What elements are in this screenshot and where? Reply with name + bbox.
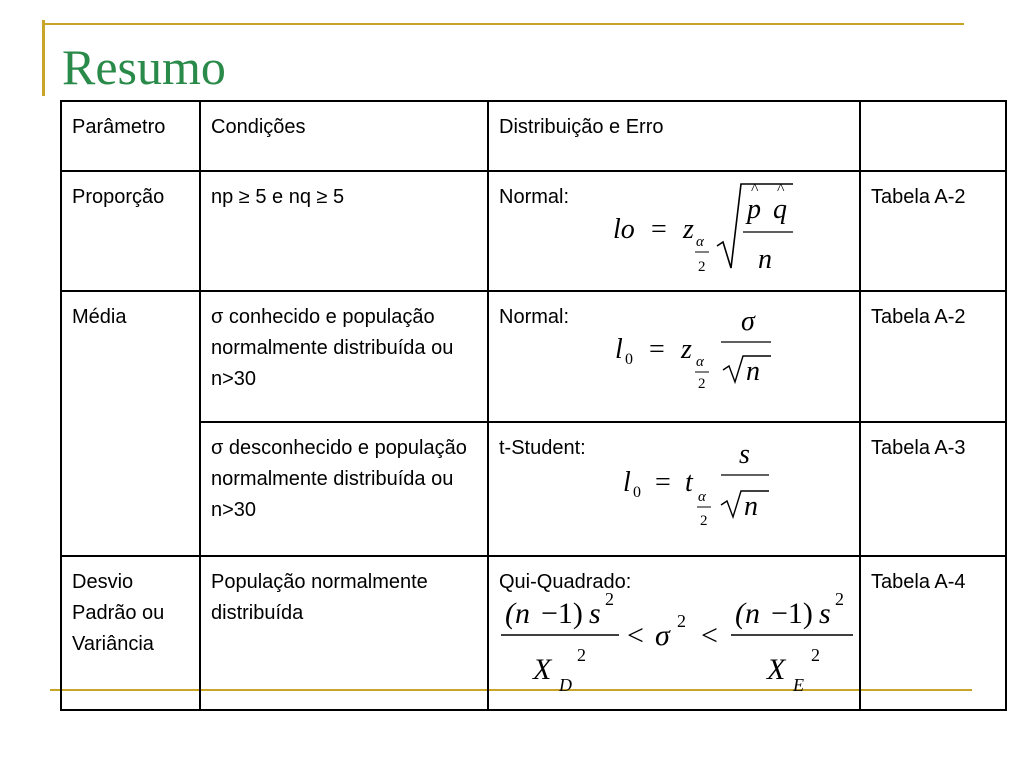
svg-text:q: q <box>773 194 787 225</box>
svg-text:2: 2 <box>698 259 706 275</box>
dist-label: Qui-Quadrado: <box>499 571 632 593</box>
table-row-media <box>61 291 1006 422</box>
svg-text:^: ^ <box>777 181 785 198</box>
cond-cell: np ≥ 5 e nq ≥ 5 <box>200 171 488 291</box>
svg-text:−1): −1) <box>541 597 583 630</box>
svg-text:^: ^ <box>751 181 759 198</box>
table-row-variancia <box>61 556 1006 710</box>
svg-text:σ: σ <box>655 619 670 652</box>
table-ref-cell: Tabela A-2 <box>860 171 1006 291</box>
svg-text:p: p <box>747 194 761 225</box>
svg-text:2: 2 <box>677 611 686 631</box>
svg-text:2: 2 <box>811 645 820 665</box>
svg-text:z: z <box>683 214 694 245</box>
header-distribuicao: Distribuição e Erro <box>488 101 860 171</box>
svg-text:=: = <box>655 467 671 498</box>
dist-label: Normal: <box>499 186 570 208</box>
table-ref-cell: Tabela A-3 <box>860 422 1006 556</box>
svg-text:σ: σ <box>741 306 755 337</box>
summary-table <box>60 100 1007 711</box>
dist-label: t-Student: <box>499 437 586 459</box>
svg-text:s: s <box>819 597 831 630</box>
cond-cell: σ conhecido e população normalmente distribuída ou n>30 <box>200 291 488 422</box>
dist-cell <box>488 556 860 710</box>
dist-cell <box>488 291 860 422</box>
cond-cell: População normalmente distribuída <box>200 556 488 710</box>
table-ref-cell: Tabela A-2 <box>860 291 1006 422</box>
svg-text:z: z <box>681 334 692 365</box>
header-condicoes: Condições <box>200 101 488 171</box>
param-cell: Proporção <box>61 171 200 291</box>
svg-text:α: α <box>696 354 704 370</box>
svg-text:t: t <box>685 467 693 498</box>
svg-text:X: X <box>767 653 786 686</box>
header-tabela <box>860 101 1006 171</box>
svg-text:−1): −1) <box>771 597 813 630</box>
svg-text:2: 2 <box>698 376 706 392</box>
formula-t-student <box>617 433 787 543</box>
left-accent-line <box>42 20 45 96</box>
table-ref-cell: Tabela A-4 <box>860 556 1006 710</box>
svg-text:2: 2 <box>605 589 614 609</box>
dist-cell <box>488 422 860 556</box>
top-accent-line <box>42 23 964 25</box>
svg-text:2: 2 <box>700 513 708 529</box>
svg-text:l: l <box>615 334 623 365</box>
svg-text:α: α <box>698 489 706 505</box>
table-row-proporcao <box>61 171 1006 291</box>
header-parametro: Parâmetro <box>61 101 200 171</box>
svg-text:n: n <box>758 244 772 275</box>
svg-text:(n: (n <box>505 597 530 630</box>
param-cell: Média <box>61 291 200 556</box>
svg-text:n: n <box>744 491 758 522</box>
table-row-t-student <box>61 422 1006 556</box>
svg-text:n: n <box>746 356 760 387</box>
svg-text:0: 0 <box>625 351 633 368</box>
table-header-row <box>61 101 1006 171</box>
svg-text:D: D <box>559 675 572 695</box>
param-cell: Desvio Padrão ou Variância <box>61 556 200 710</box>
svg-text:0: 0 <box>633 484 641 501</box>
svg-text:lo: lo <box>613 214 635 245</box>
formula-media <box>609 302 789 402</box>
dist-cell <box>488 171 860 291</box>
svg-text:(n: (n <box>735 597 760 630</box>
formula-qui-quadrado <box>497 579 857 709</box>
slide-title: Resumo <box>62 39 226 95</box>
svg-text:2: 2 <box>835 589 844 609</box>
svg-text:<: < <box>701 619 718 652</box>
svg-text:X: X <box>533 653 552 686</box>
svg-text:2: 2 <box>577 645 586 665</box>
dist-label: Normal: <box>499 306 570 328</box>
svg-text:=: = <box>649 334 665 365</box>
svg-text:=: = <box>651 214 667 245</box>
formula-proporcao <box>609 176 809 284</box>
svg-text:l: l <box>623 467 631 498</box>
cond-cell: σ desconhecido e população normalmente distribuída ou n>30 <box>200 422 488 556</box>
svg-text:α: α <box>696 234 704 250</box>
svg-text:s: s <box>589 597 601 630</box>
svg-text:E: E <box>793 675 804 695</box>
svg-text:s: s <box>739 439 750 470</box>
svg-text:<: < <box>627 619 644 652</box>
